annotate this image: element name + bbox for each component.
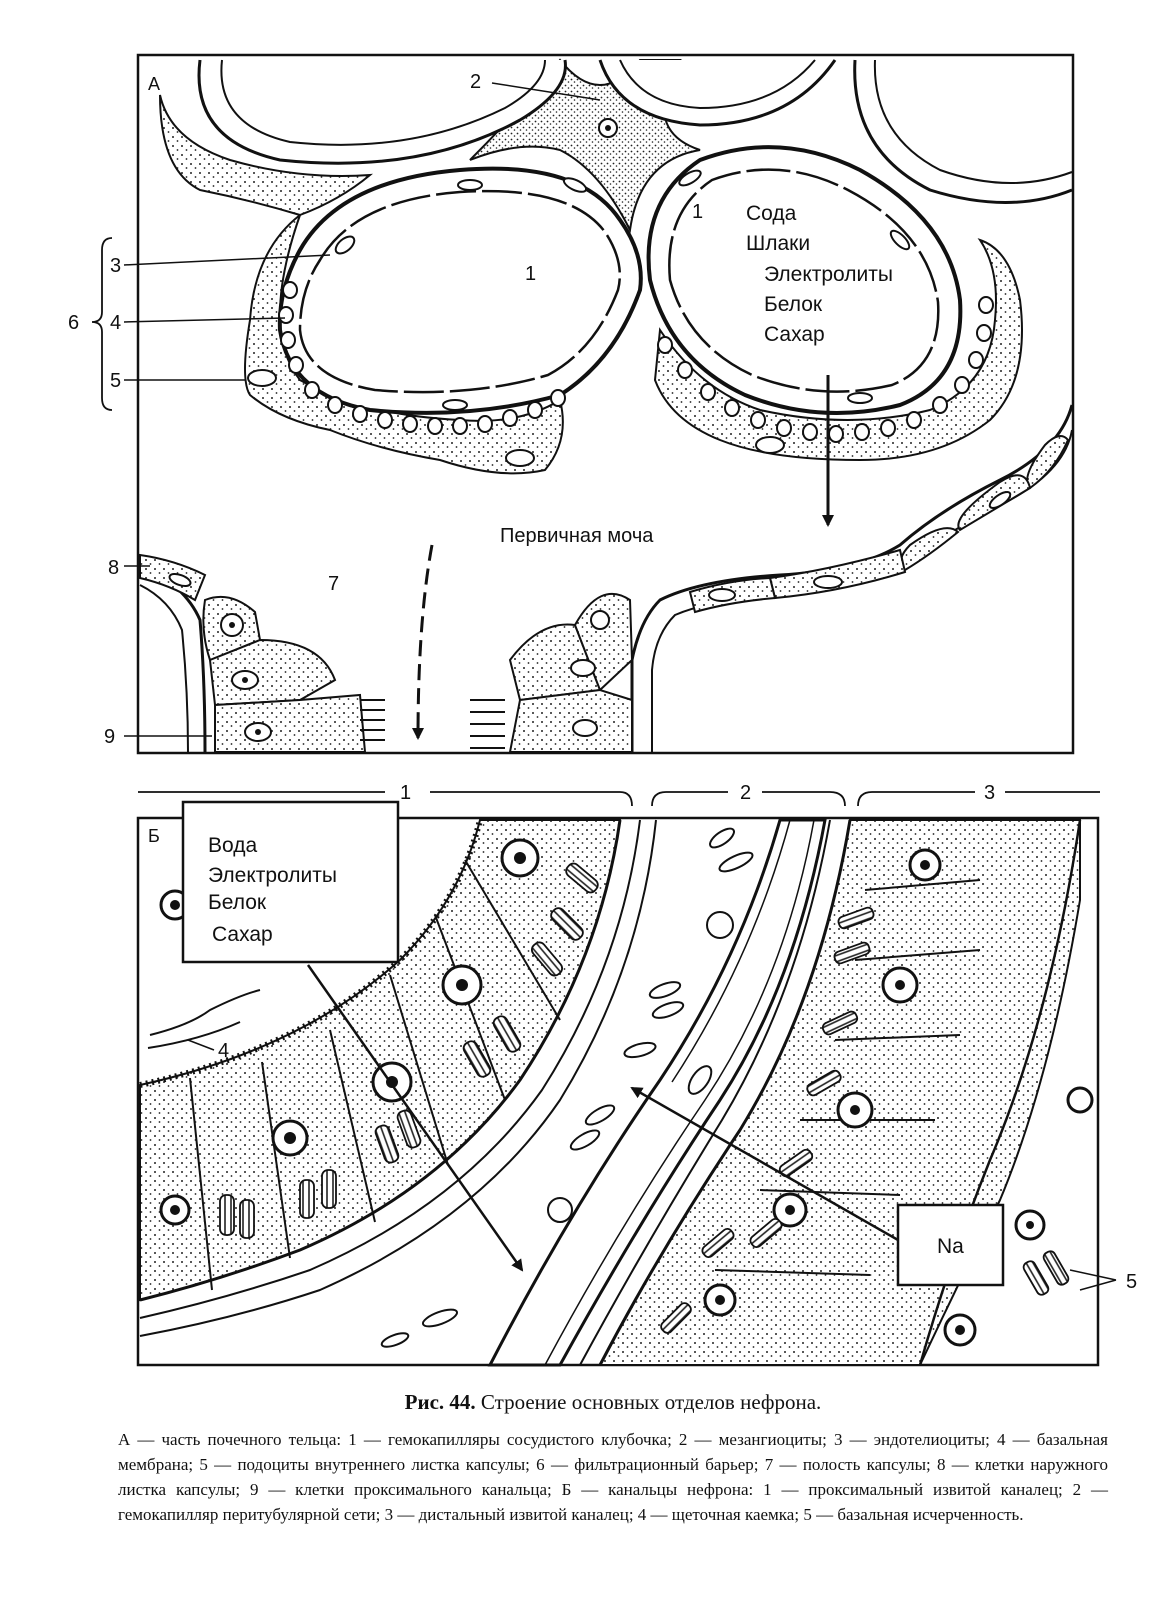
caption-figure-number: Рис. 44. xyxy=(404,1390,476,1414)
primary-urine-label: Первичная моча xyxy=(500,525,654,547)
reabsorbed-label-electrolytes: Электролиты xyxy=(208,864,337,887)
caption-figure-title: Строение основных отделов нефрона. xyxy=(480,1390,822,1414)
label-capillary-left: 1 xyxy=(525,263,537,285)
label-capillary-right: 1 xyxy=(692,201,704,223)
reabsorbed-label-sugar: Сахар xyxy=(212,923,273,946)
filtration-barrier-brace xyxy=(92,238,112,410)
sodium-label: Na xyxy=(937,1235,964,1258)
label-filtration-barrier: 6 xyxy=(68,312,80,334)
label-podocytes: 5 xyxy=(110,370,122,392)
figure-caption xyxy=(118,1390,1108,1527)
panel-a xyxy=(68,55,1073,753)
section-number-2: 2 xyxy=(740,782,752,804)
panel-b-letter: Б xyxy=(148,826,160,846)
reabsorbed-label-water: Вода xyxy=(208,834,258,857)
section-number-3: 3 xyxy=(984,782,996,804)
caption-legend: А — часть почечного тельца: 1 — гемокапилляры сосудистого клубочка; 2 — мезангиоциты; 3 — эндотелиоциты; 4 — базальная мембрана; 5 — подоциты внутреннего листка капсулы; 6 — фильтрационный барьер; 7 — полость капсулы; 8 — клетки наружного листка капсулы; 9 — клетки проксимального канальца; Б — канальцы нефрона: 1 — проксимальный извитой каналец; 2 — гемокапилляр перитубулярной сети; 3 — дистальный извитой каналец; 4 — щеточная каемка; 5 — базальная исчерченность. xyxy=(118,1430,1108,1524)
label-basal-striation: 5 xyxy=(1126,1271,1138,1293)
panel-a-letter: А xyxy=(148,74,161,94)
filtrate-label-protein: Белок xyxy=(764,293,823,316)
label-mesangiocyte: 2 xyxy=(470,71,482,93)
filtrate-label-soda: Сода xyxy=(746,202,797,225)
filtrate-label-electrolytes: Электролиты xyxy=(764,263,893,286)
filtrate-label-sugar: Сахар xyxy=(764,323,825,346)
filtrate-label-waste: Шлаки xyxy=(746,232,811,255)
panel-b xyxy=(138,802,1137,1365)
label-outer-capsule-cells: 8 xyxy=(108,557,120,579)
label-basement-membrane: 4 xyxy=(110,312,122,334)
section-number-1: 1 xyxy=(400,782,412,804)
label-brush-border: 4 xyxy=(218,1040,230,1062)
label-capsule-cavity: 7 xyxy=(328,573,340,595)
label-endothelium: 3 xyxy=(110,255,122,277)
label-proximal-cells: 9 xyxy=(104,726,116,748)
reabsorbed-label-protein: Белок xyxy=(208,891,267,914)
caption-title xyxy=(118,1390,1108,1415)
